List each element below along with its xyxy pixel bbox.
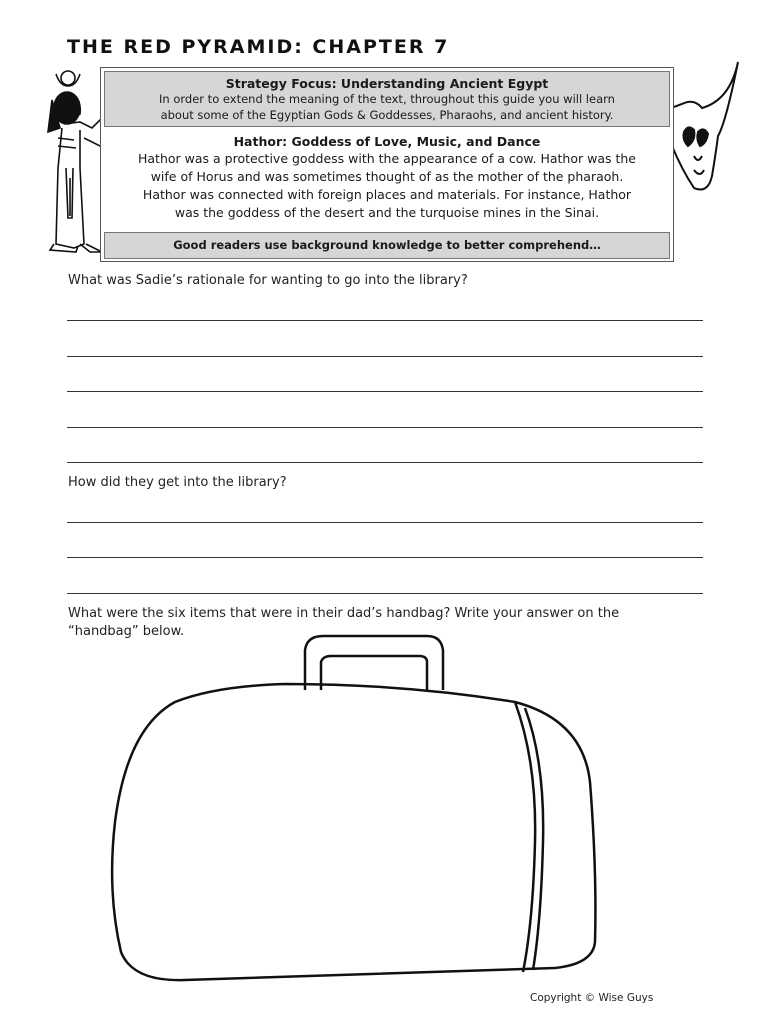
question-3-line: “handbag” below. [68,624,185,639]
hathor-section [104,131,670,229]
hathor-text-line: Hathor was connected with foreign places and materials. For instance, Hathor [142,187,632,202]
answer-line[interactable] [67,356,703,357]
strategy-focus-text-line: In order to extend the meaning of the text, throughout this guide you will learn [159,92,615,106]
strategy-focus-box [100,67,674,262]
page-title: THE RED PYRAMID: CHAPTER 7 [67,36,450,58]
answer-line[interactable] [67,427,703,428]
answer-line[interactable] [67,320,703,321]
good-readers-note [104,232,670,259]
copyright-text: Copyright © Wise Guys [530,992,654,1004]
answer-line[interactable] [67,462,703,463]
handbag-icon[interactable] [105,632,610,987]
answer-line[interactable] [67,522,703,523]
good-readers-text: Good readers use background knowledge to better comprehend… [173,238,601,252]
question-1: What was Sadie’s rationale for wanting to go into the library? [68,273,468,288]
hathor-title: Hathor: Goddess of Love, Music, and Dance [233,134,541,149]
hathor-text-line: Hathor was a protective goddess with the appearance of a cow. Hathor was the [138,151,636,166]
hathor-text-line: wife of Horus and was sometimes thought of as the mother of the pharaoh. [150,169,624,184]
strategy-focus-section [104,71,670,127]
answer-line[interactable] [67,557,703,558]
question-3-line: What were the six items that were in their dad’s handbag? Write your answer on the [68,606,620,621]
answer-line[interactable] [67,593,703,594]
hathor-text-line: was the goddess of the desert and the turquoise mines in the Sinai. [174,205,600,220]
answer-line[interactable] [67,391,703,392]
strategy-focus-text-line: about some of the Egyptian Gods & Goddesses, Pharaohs, and ancient history. [160,108,614,122]
question-2: How did they get into the library? [68,475,287,490]
strategy-focus-title: Strategy Focus: Understanding Ancient Egypt [225,76,549,91]
